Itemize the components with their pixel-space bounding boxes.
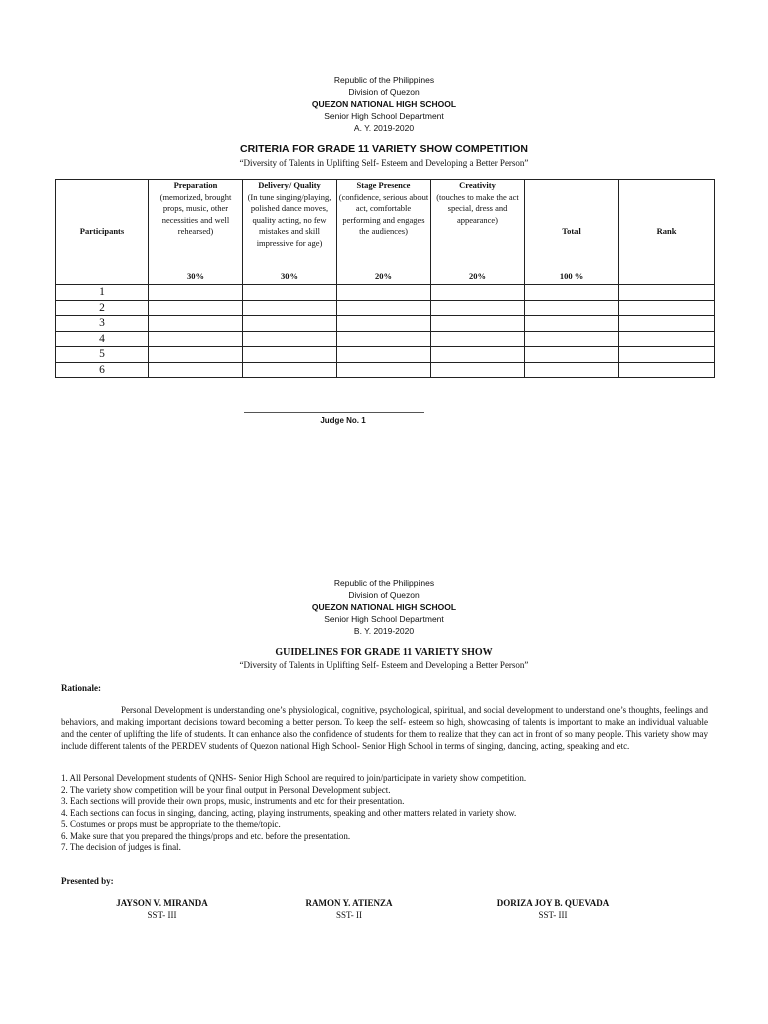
criteria-title: CRITERIA FOR GRADE 11 VARIETY SHOW COMPETITION	[240, 143, 528, 155]
score-cell[interactable]	[431, 300, 525, 316]
presenter-position: SST- III	[538, 910, 568, 920]
score-cell[interactable]	[149, 300, 243, 316]
criterion-desc: (memorized, brought props, music, other necessities and well rehearsed)	[159, 191, 232, 236]
score-cell[interactable]	[149, 285, 243, 301]
list-item: 3. Each sections will provide their own props, music, instruments and etc for their presentation.	[61, 796, 405, 806]
school-name: QUEZON NATIONAL HIGH SCHOOL	[311, 602, 457, 612]
presenter-position: SST- III	[147, 910, 177, 920]
republic-line: Republic of the Philippines	[333, 578, 435, 588]
list-item: 2. The variety show competition will be your final output in Personal Development subject.	[61, 784, 391, 795]
score-cell[interactable]	[431, 331, 525, 347]
rank-header: Rank	[619, 180, 715, 285]
criterion-weight: 20%	[469, 270, 486, 281]
participant-number: 4	[56, 331, 149, 347]
participant-number: 3	[56, 316, 149, 332]
criteria-subtitle: “Diversity of Talents in Uplifting Self- Esteem and Developing a Better Person”	[239, 158, 529, 168]
criterion-name: Delivery/ Quality	[258, 180, 321, 190]
criterion-name: Creativity	[459, 180, 496, 190]
score-cell[interactable]	[149, 347, 243, 363]
score-cell[interactable]	[337, 285, 431, 301]
score-cell[interactable]	[337, 316, 431, 332]
academic-year: A. Y. 2019-2020	[353, 123, 415, 133]
rationale-paragraph: Personal Development is understanding one’s physiological, cognitive, psychological, spiritual, and social development to understand one’s thoughts, feelings and behaviors, and making important decisions toward becoming a better person. To keep the self- esteem so high, showcasing of talents is important to make an individual valuable and the center of uplifting the life of students. It can enhance also the confidence of students for them to realize that they can act in front of so many people. This variety show may include different talents of the PERDEV students of Quezon national High School- Senior High School in terms of singing, dancing, acting, speaking and etc.	[61, 705, 708, 751]
division-line: Division of Quezon	[348, 590, 420, 600]
score-cell[interactable]	[431, 316, 525, 332]
criterion-stage-presence	[337, 180, 431, 285]
division-line: Division of Quezon	[348, 87, 420, 97]
table-row	[56, 362, 715, 378]
academic-year: B. Y. 2019-2020	[353, 626, 415, 636]
list-item: 6. Make sure that you prepared the things/props and etc. before the presentation.	[61, 830, 351, 841]
criterion-weight: 100 %	[559, 270, 584, 281]
rank-cell[interactable]	[619, 300, 715, 316]
participants-header: Participants	[56, 180, 149, 285]
criterion-desc: (touches to make the act special, dress and appearance)	[436, 191, 519, 225]
rank-cell[interactable]	[619, 316, 715, 332]
presenter-name: RAMON Y. ATIENZA	[305, 898, 393, 908]
score-cell[interactable]	[337, 362, 431, 378]
list-item: 4. Each sections can focus in singing, dancing, acting, playing instruments, speaking and other matters related in variety show.	[61, 807, 517, 818]
criterion-total	[525, 180, 619, 285]
presented-by-label: Presented by:	[61, 876, 114, 886]
criterion-weight: 30%	[281, 270, 298, 281]
list-item: 7. The decision of judges is final.	[61, 842, 181, 852]
criterion-name: Total	[562, 226, 581, 237]
school-name: QUEZON NATIONAL HIGH SCHOOL	[311, 99, 457, 109]
judge-label: Judge No. 1	[320, 416, 366, 425]
score-cell[interactable]	[149, 331, 243, 347]
page1-letterhead	[0, 74, 768, 134]
criterion-delivery-quality	[243, 180, 337, 285]
judge-signature-line	[244, 412, 424, 413]
rank-cell[interactable]	[619, 347, 715, 363]
criterion-weight: 20%	[375, 270, 392, 281]
rank-cell[interactable]	[619, 285, 715, 301]
criterion-preparation	[149, 180, 243, 285]
total-cell[interactable]	[525, 347, 619, 363]
score-cell[interactable]	[431, 347, 525, 363]
guidelines-title: GUIDELINES FOR GRADE 11 VARIETY SHOW	[275, 647, 493, 658]
score-cell[interactable]	[243, 347, 337, 363]
score-cell[interactable]	[431, 362, 525, 378]
presenter-position: SST- II	[336, 910, 362, 920]
score-cell[interactable]	[337, 331, 431, 347]
score-cell[interactable]	[243, 362, 337, 378]
presenter-block	[453, 897, 653, 921]
rationale-label: Rationale:	[61, 683, 101, 693]
score-cell[interactable]	[149, 362, 243, 378]
total-cell[interactable]	[525, 285, 619, 301]
total-cell[interactable]	[525, 300, 619, 316]
criterion-desc: (In tune singing/playing, polished dance moves, quality acting, no few mistakes and skill impressive for age)	[247, 191, 332, 248]
presenter-block	[249, 897, 449, 921]
score-cell[interactable]	[243, 285, 337, 301]
participant-number: 1	[56, 285, 149, 301]
total-cell[interactable]	[525, 362, 619, 378]
presenter-name: DORIZA JOY B. QUEVADA	[496, 898, 610, 908]
score-cell[interactable]	[337, 347, 431, 363]
total-cell[interactable]	[525, 331, 619, 347]
list-item: 1. All Personal Development students of QNHS- Senior High School are required to join/participate in variety show competition.	[61, 773, 527, 783]
total-cell[interactable]	[525, 316, 619, 332]
criteria-table	[55, 179, 715, 378]
participant-number: 5	[56, 347, 149, 363]
guidelines-subtitle: “Diversity of Talents in Uplifting Self- Esteem and Developing a Better Person”	[239, 660, 529, 670]
score-cell[interactable]	[337, 300, 431, 316]
table-row	[56, 300, 715, 316]
score-cell[interactable]	[431, 285, 525, 301]
table-row	[56, 331, 715, 347]
score-cell[interactable]	[243, 316, 337, 332]
table-row	[56, 347, 715, 363]
criterion-creativity	[431, 180, 525, 285]
presenter-name: JAYSON V. MIRANDA	[116, 898, 208, 908]
table-row	[56, 316, 715, 332]
department-line: Senior High School Department	[324, 111, 444, 121]
list-item: 5. Costumes or props must be appropriate to the theme/topic.	[61, 819, 281, 829]
presenter-block	[62, 897, 262, 921]
criterion-desc: (confidence, serious about act, comfortable performing and engages the audiences)	[338, 191, 429, 236]
rank-cell[interactable]	[619, 331, 715, 347]
criteria-header-row	[56, 180, 715, 285]
criterion-weight: 30%	[187, 270, 204, 281]
rank-cell[interactable]	[619, 362, 715, 378]
page2-letterhead	[0, 577, 768, 637]
participant-number: 6	[56, 362, 149, 378]
participant-number: 2	[56, 300, 149, 316]
criterion-name: Stage Presence	[356, 180, 411, 190]
score-cell[interactable]	[243, 300, 337, 316]
table-row	[56, 285, 715, 301]
score-cell[interactable]	[149, 316, 243, 332]
criterion-name: Preparation	[173, 180, 218, 190]
republic-line: Republic of the Philippines	[333, 75, 435, 85]
score-cell[interactable]	[243, 331, 337, 347]
department-line: Senior High School Department	[324, 614, 444, 624]
guidelines-list	[61, 773, 708, 854]
